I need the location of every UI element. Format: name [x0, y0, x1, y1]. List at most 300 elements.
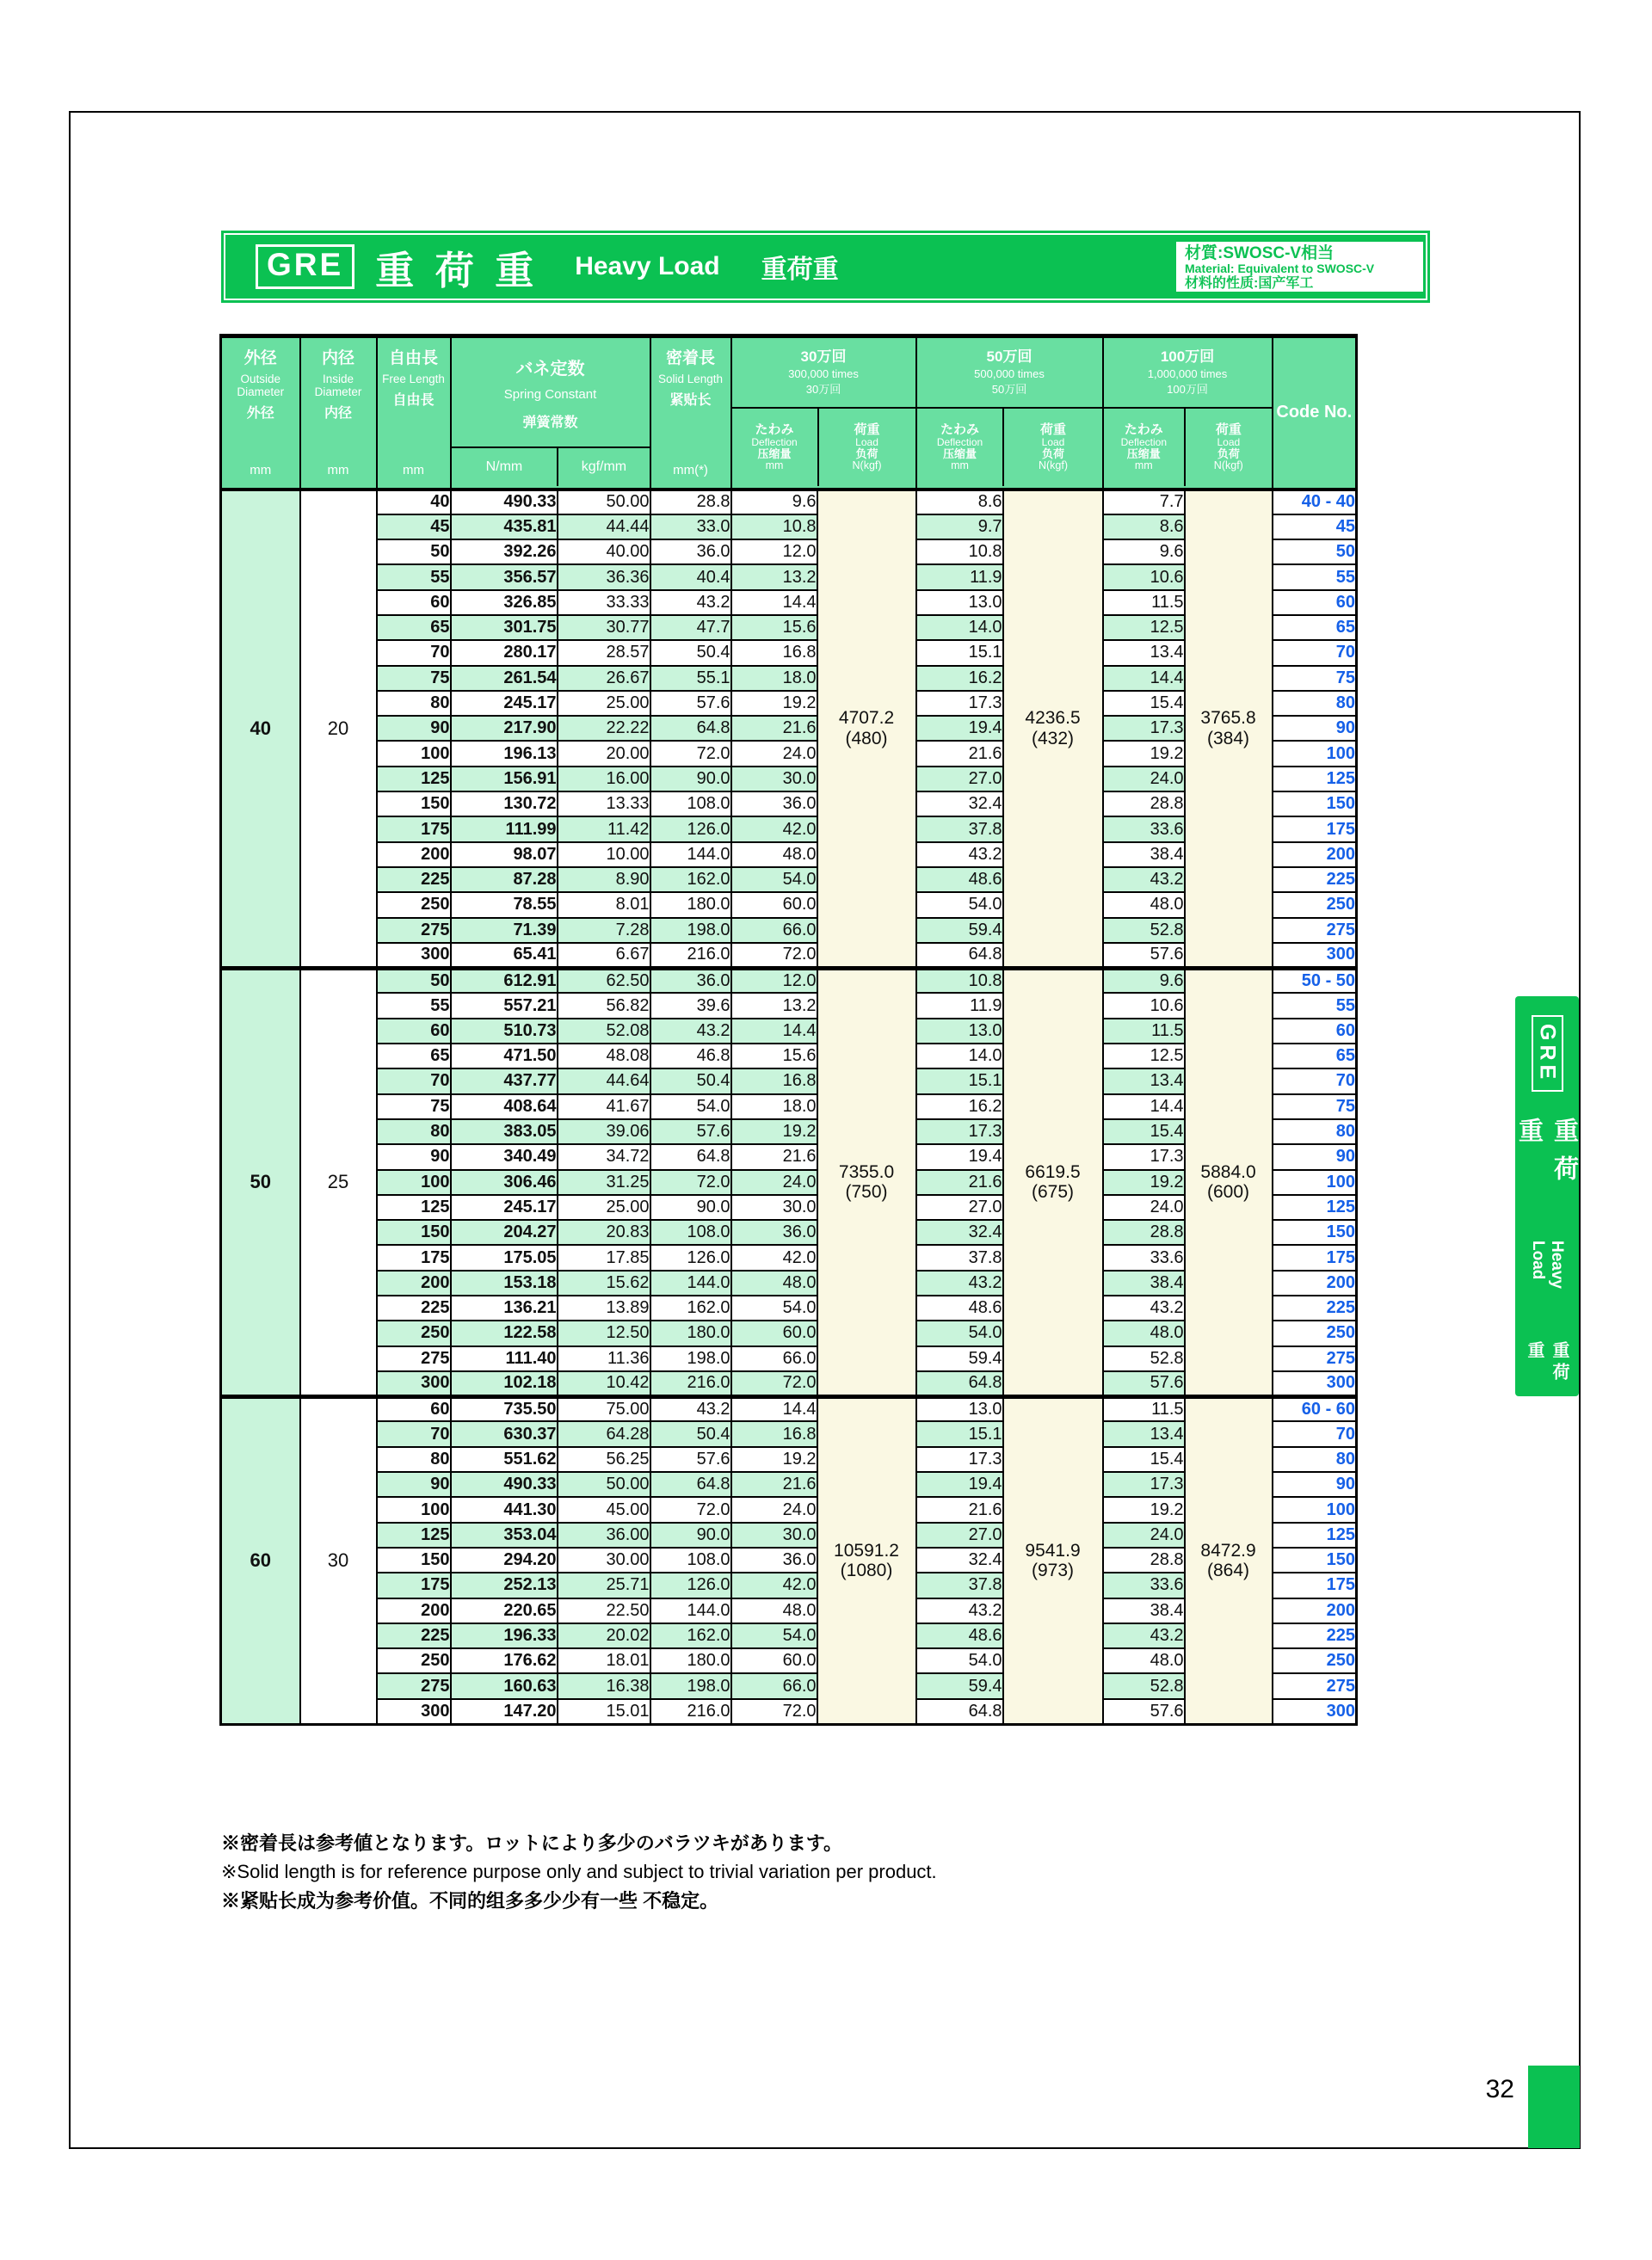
- page-title-en: Heavy Load: [575, 252, 720, 280]
- deflection-300k-cell: 21.6: [731, 1472, 817, 1497]
- free-length-cell: 150: [377, 1548, 451, 1573]
- spring-constant-n-cell: 280.17: [451, 640, 558, 665]
- code-no-cell: 150: [1273, 1220, 1357, 1245]
- free-length-cell: 45: [377, 514, 451, 539]
- deflection-1m-cell: 48.0: [1103, 1321, 1185, 1346]
- deflection-500k-cell: 19.4: [916, 1472, 1003, 1497]
- deflection-500k-cell: 27.0: [916, 767, 1003, 791]
- deflection-1m-cell: 12.5: [1103, 1044, 1185, 1068]
- deflection-500k-cell: 59.4: [916, 1346, 1003, 1371]
- solid-length-cell: 72.0: [650, 741, 731, 766]
- deflection-500k-cell: 54.0: [916, 1321, 1003, 1346]
- deflection-300k-cell: 72.0: [731, 1699, 817, 1724]
- deflection-1m-cell: 13.4: [1103, 1421, 1185, 1446]
- solid-length-cell: 144.0: [650, 842, 731, 867]
- spring-constant-n-cell: 301.75: [451, 615, 558, 640]
- spring-constant-n-cell: 306.46: [451, 1170, 558, 1195]
- deflection-500k-cell: 21.6: [916, 741, 1003, 766]
- deflection-300k-cell: 30.0: [731, 767, 817, 791]
- deflection-1m-cell: 33.6: [1103, 1573, 1185, 1598]
- spring-constant-n-cell: 261.54: [451, 666, 558, 691]
- deflection-500k-cell: 13.0: [916, 1019, 1003, 1044]
- deflection-1m-cell: 33.6: [1103, 1245, 1185, 1270]
- deflection-1m-cell: 24.0: [1103, 1523, 1185, 1548]
- unit-kgf-per-mm: kgf/mm: [557, 448, 649, 486]
- deflection-1m-cell: 7.7: [1103, 490, 1185, 514]
- solid-length-cell: 50.4: [650, 640, 731, 665]
- solid-length-cell: 43.2: [650, 1019, 731, 1044]
- code-no-cell: 80: [1273, 1119, 1357, 1144]
- deflection-300k-cell: 66.0: [731, 1673, 817, 1698]
- deflection-500k-cell: 64.8: [916, 943, 1003, 968]
- spring-constant-kgf-cell: 56.82: [558, 993, 650, 1018]
- deflection-1m-cell: 38.4: [1103, 1271, 1185, 1296]
- deflection-300k-cell: 48.0: [731, 842, 817, 867]
- spring-constant-kgf-cell: 40.00: [558, 539, 650, 564]
- deflection-1m-cell: 17.3: [1103, 1144, 1185, 1169]
- deflection-300k-cell: 36.0: [731, 791, 817, 816]
- free-length-cell: 225: [377, 1623, 451, 1648]
- deflection-500k-cell: 48.6: [916, 1296, 1003, 1321]
- deflection-500k-cell: 59.4: [916, 918, 1003, 943]
- load-500k-cell: 9541.9 (973): [1003, 1396, 1103, 1724]
- deflection-1m-cell: 43.2: [1103, 1296, 1185, 1321]
- deflection-1m-cell: 48.0: [1103, 892, 1185, 917]
- table-row: [221, 1396, 1357, 1421]
- solid-length-cell: 28.8: [650, 490, 731, 514]
- deflection-300k-cell: 18.0: [731, 1094, 817, 1119]
- free-length-cell: 100: [377, 1497, 451, 1522]
- spring-constant-kgf-cell: 41.67: [558, 1094, 650, 1119]
- col-header-outside-diameter: 外径 Outside Diameter 外径 mm: [221, 336, 300, 490]
- code-no-cell: 50: [1273, 539, 1357, 564]
- col-header-cycle-1m: 100万回 1,000,000 times 100万回 たわみ Deflection 压缩量 mm 荷重 Load 负荷 N(kgf): [1103, 336, 1273, 490]
- deflection-300k-cell: 36.0: [731, 1548, 817, 1573]
- deflection-500k-cell: 43.2: [916, 1598, 1003, 1623]
- free-length-cell: 275: [377, 1346, 451, 1371]
- deflection-300k-cell: 42.0: [731, 1573, 817, 1598]
- solid-length-cell: 40.4: [650, 564, 731, 589]
- spring-constant-n-cell: 87.28: [451, 867, 558, 892]
- spring-constant-kgf-cell: 45.00: [558, 1497, 650, 1522]
- deflection-1m-cell: 11.5: [1103, 1396, 1185, 1421]
- code-no-cell: 300: [1273, 1699, 1357, 1724]
- spring-constant-n-cell: 147.20: [451, 1699, 558, 1724]
- spring-constant-n-cell: 471.50: [451, 1044, 558, 1068]
- spring-constant-kgf-cell: 36.00: [558, 1523, 650, 1548]
- deflection-500k-cell: 14.0: [916, 1044, 1003, 1068]
- code-no-cell: 100: [1273, 741, 1357, 766]
- free-length-cell: 225: [377, 867, 451, 892]
- solid-length-cell: 180.0: [650, 1648, 731, 1673]
- inside-diameter-cell: 20: [300, 490, 377, 969]
- spring-constant-kgf-cell: 62.50: [558, 968, 650, 993]
- deflection-500k-cell: 48.6: [916, 1623, 1003, 1648]
- deflection-1m-cell: 11.5: [1103, 1019, 1185, 1044]
- load-300k-cell: 10591.2 (1080): [817, 1396, 916, 1724]
- deflection-300k-cell: 54.0: [731, 867, 817, 892]
- free-length-cell: 80: [377, 1119, 451, 1144]
- deflection-300k-cell: 60.0: [731, 1321, 817, 1346]
- spring-constant-n-cell: 383.05: [451, 1119, 558, 1144]
- spring-constant-n-cell: 245.17: [451, 1195, 558, 1220]
- solid-length-cell: 162.0: [650, 867, 731, 892]
- material-info-box: [1176, 242, 1423, 292]
- deflection-300k-cell: 14.4: [731, 590, 817, 615]
- spec-table-body: [221, 490, 1357, 1725]
- subcol-load-1m: 荷重 Load 负荷 N(kgf): [1184, 409, 1271, 486]
- subcol-load-300k: 荷重 Load 负荷 N(kgf): [817, 409, 915, 486]
- deflection-1m-cell: 38.4: [1103, 1598, 1185, 1623]
- free-length-cell: 90: [377, 1144, 451, 1169]
- spring-constant-n-cell: 326.85: [451, 590, 558, 615]
- deflection-1m-cell: 10.6: [1103, 564, 1185, 589]
- deflection-1m-cell: 52.8: [1103, 918, 1185, 943]
- spring-constant-kgf-cell: 52.08: [558, 1019, 650, 1044]
- deflection-500k-cell: 48.6: [916, 867, 1003, 892]
- spring-constant-kgf-cell: 8.01: [558, 892, 650, 917]
- solid-length-cell: 36.0: [650, 539, 731, 564]
- spring-constant-n-cell: 176.62: [451, 1648, 558, 1673]
- free-length-cell: 90: [377, 716, 451, 741]
- deflection-500k-cell: 16.2: [916, 666, 1003, 691]
- spring-constant-n-cell: 160.63: [451, 1673, 558, 1698]
- free-length-cell: 40: [377, 490, 451, 514]
- deflection-300k-cell: 54.0: [731, 1296, 817, 1321]
- inside-diameter-cell: 30: [300, 1396, 377, 1724]
- spring-constant-kgf-cell: 30.77: [558, 615, 650, 640]
- free-length-cell: 250: [377, 1321, 451, 1346]
- solid-length-cell: 72.0: [650, 1170, 731, 1195]
- spring-constant-kgf-cell: 39.06: [558, 1119, 650, 1144]
- load-1m-cell: 8472.9 (864): [1185, 1396, 1273, 1724]
- load-500k-cell: 4236.5 (432): [1003, 490, 1103, 969]
- solid-length-cell: 90.0: [650, 1523, 731, 1548]
- deflection-1m-cell: 15.4: [1103, 1447, 1185, 1472]
- free-length-cell: 175: [377, 816, 451, 841]
- spring-constant-kgf-cell: 30.00: [558, 1548, 650, 1573]
- subcol-deflection-1m: たわみ Deflection 压缩量 mm: [1120, 422, 1167, 471]
- spring-constant-n-cell: 510.73: [451, 1019, 558, 1044]
- deflection-500k-cell: 11.9: [916, 564, 1003, 589]
- spring-constant-kgf-cell: 44.44: [558, 514, 650, 539]
- inside-diameter-cell: 25: [300, 968, 377, 1396]
- spring-constant-kgf-cell: 11.42: [558, 816, 650, 841]
- solid-length-cell: 198.0: [650, 1346, 731, 1371]
- deflection-300k-cell: 19.2: [731, 691, 817, 716]
- spring-constant-n-cell: 490.33: [451, 1472, 558, 1497]
- code-no-cell: 55: [1273, 564, 1357, 589]
- deflection-300k-cell: 72.0: [731, 1371, 817, 1396]
- deflection-300k-cell: 9.6: [731, 490, 817, 514]
- spring-constant-kgf-cell: 33.33: [558, 590, 650, 615]
- solid-length-cell: 64.8: [650, 1144, 731, 1169]
- solid-length-cell: 39.6: [650, 993, 731, 1018]
- free-length-cell: 55: [377, 564, 451, 589]
- deflection-1m-cell: 9.6: [1103, 539, 1185, 564]
- spring-constant-kgf-cell: 64.28: [558, 1421, 650, 1446]
- deflection-1m-cell: 57.6: [1103, 943, 1185, 968]
- deflection-500k-cell: 27.0: [916, 1195, 1003, 1220]
- spring-constant-n-cell: 153.18: [451, 1271, 558, 1296]
- spring-constant-kgf-cell: 28.57: [558, 640, 650, 665]
- deflection-500k-cell: 54.0: [916, 1648, 1003, 1673]
- deflection-500k-cell: 17.3: [916, 691, 1003, 716]
- free-length-cell: 250: [377, 1648, 451, 1673]
- code-no-cell: 225: [1273, 867, 1357, 892]
- free-length-cell: 175: [377, 1573, 451, 1598]
- side-tab: [1515, 996, 1579, 1396]
- deflection-300k-cell: 19.2: [731, 1119, 817, 1144]
- solid-length-cell: 54.0: [650, 1094, 731, 1119]
- deflection-1m-cell: 28.8: [1103, 791, 1185, 816]
- free-length-cell: 200: [377, 842, 451, 867]
- code-no-cell: 125: [1273, 1195, 1357, 1220]
- deflection-1m-cell: 15.4: [1103, 1119, 1185, 1144]
- spring-constant-n-cell: 111.40: [451, 1346, 558, 1371]
- solid-length-cell: 126.0: [650, 1573, 731, 1598]
- subcol-deflection-300k: たわみ Deflection 压缩量 mm: [751, 422, 798, 471]
- spring-constant-n-cell: 612.91: [451, 968, 558, 993]
- deflection-1m-cell: 10.6: [1103, 993, 1185, 1018]
- solid-length-cell: 198.0: [650, 918, 731, 943]
- deflection-500k-cell: 15.1: [916, 1068, 1003, 1093]
- spec-table-header: [221, 336, 1357, 490]
- load-1m-cell: 5884.0 (600): [1185, 968, 1273, 1396]
- deflection-1m-cell: 52.8: [1103, 1346, 1185, 1371]
- col-header-spring-constant: バネ定数 Spring Constant 弹簧常数 N/mm kgf/mm: [451, 336, 650, 490]
- spring-constant-kgf-cell: 16.38: [558, 1673, 650, 1698]
- deflection-1m-cell: 19.2: [1103, 1497, 1185, 1522]
- footnote-cn: ※紧贴长成为参考价值。不同的组多多少少有一些 不稳定。: [221, 1889, 719, 1912]
- footnotes: [221, 1829, 937, 1915]
- code-no-cell: 200: [1273, 1598, 1357, 1623]
- solid-length-cell: 90.0: [650, 767, 731, 791]
- load-500k-cell: 6619.5 (675): [1003, 968, 1103, 1396]
- free-length-cell: 65: [377, 1044, 451, 1068]
- load-300k-cell: 4707.2 (480): [817, 490, 916, 969]
- spring-constant-n-cell: 340.49: [451, 1144, 558, 1169]
- solid-length-cell: 72.0: [650, 1497, 731, 1522]
- spring-constant-n-cell: 356.57: [451, 564, 558, 589]
- deflection-500k-cell: 17.3: [916, 1447, 1003, 1472]
- deflection-500k-cell: 9.7: [916, 514, 1003, 539]
- spring-constant-n-cell: 441.30: [451, 1497, 558, 1522]
- free-length-cell: 125: [377, 767, 451, 791]
- deflection-1m-cell: 48.0: [1103, 1648, 1185, 1673]
- material-line-cn: 材料的性质:国产军工: [1185, 276, 1314, 292]
- page-title-jp: 重 荷 重: [375, 248, 539, 293]
- code-no-cell: 275: [1273, 1346, 1357, 1371]
- code-no-cell: 60: [1273, 1019, 1357, 1044]
- code-no-cell: 150: [1273, 1548, 1357, 1573]
- free-length-cell: 70: [377, 1421, 451, 1446]
- deflection-500k-cell: 16.2: [916, 1094, 1003, 1119]
- spring-constant-kgf-cell: 13.33: [558, 791, 650, 816]
- solid-length-cell: 33.0: [650, 514, 731, 539]
- unit-n-per-mm: N/mm: [485, 459, 523, 474]
- deflection-300k-cell: 18.0: [731, 666, 817, 691]
- deflection-1m-cell: 17.3: [1103, 1472, 1185, 1497]
- spring-constant-kgf-cell: 44.64: [558, 1068, 650, 1093]
- solid-length-cell: 108.0: [650, 791, 731, 816]
- deflection-300k-cell: 24.0: [731, 1497, 817, 1522]
- subcol-load-500k: 荷重 Load 负荷 N(kgf): [1002, 409, 1101, 486]
- spring-constant-kgf-cell: 50.00: [558, 490, 650, 514]
- free-length-cell: 225: [377, 1296, 451, 1321]
- spring-constant-kgf-cell: 20.02: [558, 1623, 650, 1648]
- deflection-1m-cell: 11.5: [1103, 590, 1185, 615]
- free-length-cell: 200: [377, 1271, 451, 1296]
- code-no-cell: 80: [1273, 691, 1357, 716]
- code-no-cell: 70: [1273, 1068, 1357, 1093]
- free-length-cell: 70: [377, 1068, 451, 1093]
- deflection-300k-cell: 66.0: [731, 918, 817, 943]
- free-length-cell: 80: [377, 691, 451, 716]
- spring-constant-n-cell: 557.21: [451, 993, 558, 1018]
- spring-constant-kgf-cell: 7.28: [558, 918, 650, 943]
- code-no-cell: 175: [1273, 1245, 1357, 1270]
- free-length-cell: 50: [377, 968, 451, 993]
- solid-length-cell: 43.2: [650, 1396, 731, 1421]
- deflection-500k-cell: 32.4: [916, 1548, 1003, 1573]
- deflection-1m-cell: 9.6: [1103, 968, 1185, 993]
- spring-constant-kgf-cell: 18.01: [558, 1648, 650, 1673]
- free-length-cell: 125: [377, 1523, 451, 1548]
- spring-constant-n-cell: 175.05: [451, 1245, 558, 1270]
- spring-constant-n-cell: 220.65: [451, 1598, 558, 1623]
- deflection-300k-cell: 66.0: [731, 1346, 817, 1371]
- spring-constant-n-cell: 435.81: [451, 514, 558, 539]
- spring-constant-n-cell: 437.77: [451, 1068, 558, 1093]
- deflection-500k-cell: 13.0: [916, 590, 1003, 615]
- deflection-500k-cell: 64.8: [916, 1371, 1003, 1396]
- outside-diameter-cell: 50: [221, 968, 300, 1396]
- free-length-cell: 80: [377, 1447, 451, 1472]
- col-header-free-length: 自由長 Free Length 自由長 mm: [377, 336, 451, 490]
- spring-constant-n-cell: 735.50: [451, 1396, 558, 1421]
- deflection-1m-cell: 19.2: [1103, 741, 1185, 766]
- deflection-500k-cell: 11.9: [916, 993, 1003, 1018]
- deflection-500k-cell: 21.6: [916, 1170, 1003, 1195]
- spring-constant-kgf-cell: 25.00: [558, 691, 650, 716]
- spring-constant-n-cell: 353.04: [451, 1523, 558, 1548]
- solid-length-cell: 55.1: [650, 666, 731, 691]
- solid-length-cell: 126.0: [650, 816, 731, 841]
- material-line-en: Material: Equivalent to SWOSC-V: [1185, 262, 1375, 276]
- spring-constant-n-cell: 122.58: [451, 1321, 558, 1346]
- spring-constant-n-cell: 252.13: [451, 1573, 558, 1598]
- code-no-cell: 250: [1273, 1648, 1357, 1673]
- solid-length-cell: 108.0: [650, 1548, 731, 1573]
- code-no-cell: 125: [1273, 1523, 1357, 1548]
- deflection-500k-cell: 8.6: [916, 490, 1003, 514]
- code-no-cell: 200: [1273, 1271, 1357, 1296]
- free-length-cell: 60: [377, 1396, 451, 1421]
- spring-constant-kgf-cell: 6.67: [558, 943, 650, 968]
- spring-constant-n-cell: 217.90: [451, 716, 558, 741]
- code-no-cell: 300: [1273, 943, 1357, 968]
- deflection-300k-cell: 42.0: [731, 816, 817, 841]
- deflection-300k-cell: 13.2: [731, 564, 817, 589]
- deflection-300k-cell: 30.0: [731, 1195, 817, 1220]
- spring-constant-kgf-cell: 22.50: [558, 1598, 650, 1623]
- code-no-cell: 90: [1273, 1144, 1357, 1169]
- deflection-300k-cell: 13.2: [731, 993, 817, 1018]
- deflection-300k-cell: 54.0: [731, 1623, 817, 1648]
- deflection-300k-cell: 24.0: [731, 741, 817, 766]
- footnote-en: ※Solid length is for reference purpose only and subject to trivial variation per product.: [221, 1861, 937, 1883]
- deflection-300k-cell: 21.6: [731, 716, 817, 741]
- solid-length-cell: 144.0: [650, 1271, 731, 1296]
- free-length-cell: 175: [377, 1245, 451, 1270]
- deflection-500k-cell: 54.0: [916, 892, 1003, 917]
- solid-length-cell: 36.0: [650, 968, 731, 993]
- code-no-cell: 55: [1273, 993, 1357, 1018]
- code-no-cell: 90: [1273, 1472, 1357, 1497]
- solid-length-cell: 47.7: [650, 615, 731, 640]
- code-no-cell: 225: [1273, 1296, 1357, 1321]
- deflection-300k-cell: 60.0: [731, 1648, 817, 1673]
- deflection-500k-cell: 43.2: [916, 1271, 1003, 1296]
- spring-constant-n-cell: 196.33: [451, 1623, 558, 1648]
- free-length-cell: 100: [377, 741, 451, 766]
- deflection-300k-cell: 12.0: [731, 968, 817, 993]
- corner-accent: [1528, 2066, 1580, 2148]
- material-line-jp: 材質:SWOSC-V相当: [1185, 244, 1335, 262]
- free-length-cell: 100: [377, 1170, 451, 1195]
- table-row: [221, 490, 1357, 514]
- solid-length-cell: 216.0: [650, 943, 731, 968]
- spring-constant-kgf-cell: 36.36: [558, 564, 650, 589]
- spring-constant-kgf-cell: 25.00: [558, 1195, 650, 1220]
- solid-length-cell: 64.8: [650, 1472, 731, 1497]
- solid-length-cell: 162.0: [650, 1296, 731, 1321]
- deflection-1m-cell: 57.6: [1103, 1371, 1185, 1396]
- deflection-500k-cell: 32.4: [916, 791, 1003, 816]
- deflection-300k-cell: 15.6: [731, 615, 817, 640]
- spring-constant-n-cell: 630.37: [451, 1421, 558, 1446]
- spring-constant-n-cell: 392.26: [451, 539, 558, 564]
- free-length-cell: 75: [377, 666, 451, 691]
- spring-constant-kgf-cell: 12.50: [558, 1321, 650, 1346]
- deflection-300k-cell: 72.0: [731, 943, 817, 968]
- solid-length-cell: 216.0: [650, 1371, 731, 1396]
- deflection-1m-cell: 17.3: [1103, 716, 1185, 741]
- spring-constant-kgf-cell: 26.67: [558, 666, 650, 691]
- deflection-500k-cell: 15.1: [916, 1421, 1003, 1446]
- page-number: 32: [1485, 2075, 1514, 2103]
- free-length-cell: 60: [377, 590, 451, 615]
- code-no-cell: 90: [1273, 716, 1357, 741]
- code-no-cell: 250: [1273, 892, 1357, 917]
- code-no-cell: 250: [1273, 1321, 1357, 1346]
- spring-constant-kgf-cell: 31.25: [558, 1170, 650, 1195]
- spring-constant-kgf-cell: 8.90: [558, 867, 650, 892]
- solid-length-cell: 198.0: [650, 1673, 731, 1698]
- side-tab-series-badge: GRE: [1532, 1015, 1563, 1092]
- deflection-1m-cell: 33.6: [1103, 816, 1185, 841]
- col-header-inside-diameter: 内径 Inside Diameter 内径 mm: [300, 336, 377, 490]
- free-length-cell: 275: [377, 918, 451, 943]
- solid-length-cell: 216.0: [650, 1699, 731, 1724]
- deflection-300k-cell: 48.0: [731, 1271, 817, 1296]
- spring-constant-kgf-cell: 75.00: [558, 1396, 650, 1421]
- code-no-cell: 150: [1273, 791, 1357, 816]
- deflection-1m-cell: 43.2: [1103, 867, 1185, 892]
- deflection-500k-cell: 19.4: [916, 1144, 1003, 1169]
- spring-constant-n-cell: 111.99: [451, 816, 558, 841]
